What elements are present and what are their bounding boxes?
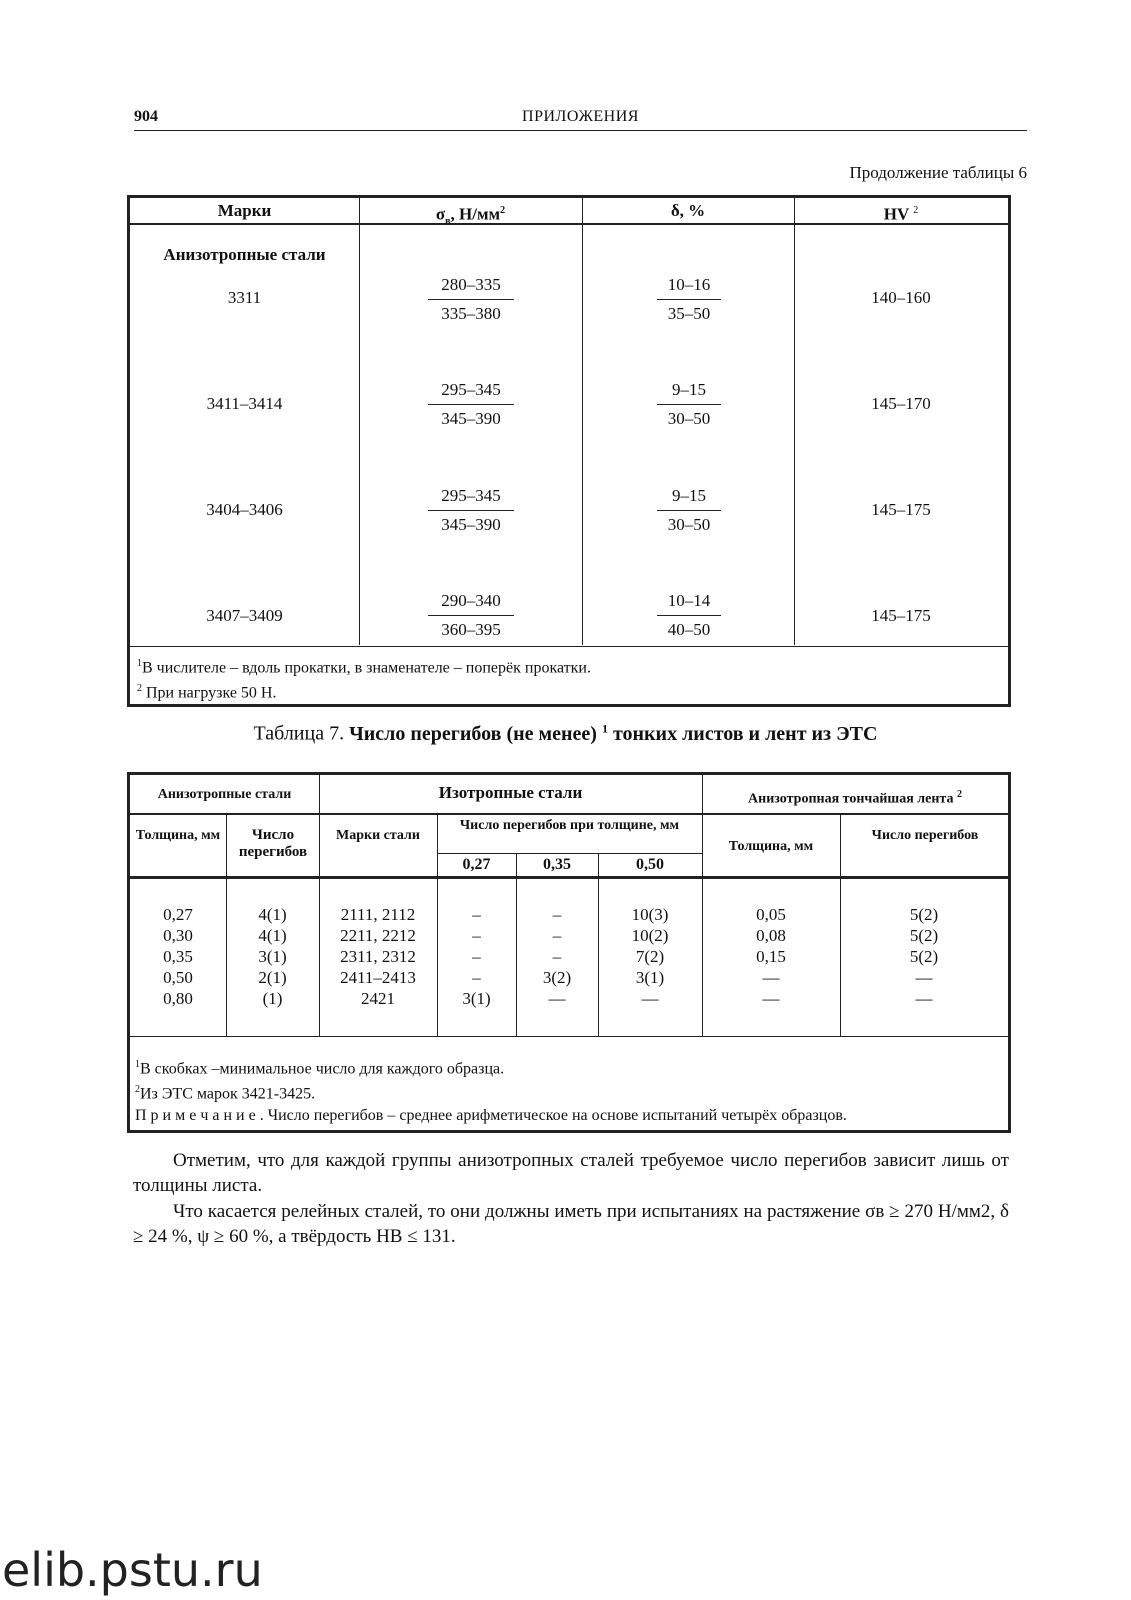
- col-iso-027: – – – – 3(1): [462, 905, 491, 1008]
- body-paragraph-1: Отметим, что для каждой группы анизотропных сталей требуемое число перегибов зависит лишь от толщины листа.: [133, 1150, 1009, 1196]
- delta-fraction: $\frac{9-15}{30-50}$: [657, 379, 721, 430]
- header-t027: 0,27: [462, 856, 491, 873]
- table7-rule: [130, 876, 1008, 879]
- table6: [127, 195, 1011, 707]
- grade-cell: 3411–3414: [206, 394, 283, 413]
- table7-rule: [130, 1036, 1008, 1037]
- col-iso-050: 10(3) 10(2) 7(2) 3(1) —: [631, 905, 669, 1008]
- col-header-hv: HV $^2$: [883, 204, 919, 224]
- sigma-fraction: $\frac{295-345}{345-390}$: [428, 485, 514, 536]
- body-paragraph-2: Что касается релейных сталей, то они должны иметь при испытаниях на растяжение σв ≥ 270 Н/мм2, δ ≥ 24 %, ψ ≥ 60 %, а твёрдость НВ ≤ 131.: [133, 1201, 1009, 1247]
- col-iso-035: – – – 3(2) —: [542, 905, 572, 1008]
- hv-cell: 145–175: [871, 500, 931, 519]
- col-iso-grades: 2111, 2112 2211, 2212 2311, 2312 2411–2413 2421: [340, 905, 416, 1008]
- page-header: [134, 106, 1027, 131]
- col-header-sigma: $\sigma_в$, $Н/мм^2$: [435, 204, 506, 228]
- watermark: elib.pstu.ru: [2, 1543, 263, 1597]
- footnote-1: $^1$В числителе – вдоль прокатки, в знаменателе – поперёк прокатки.: [137, 658, 591, 677]
- grade-cell: 3404–3406: [206, 500, 283, 519]
- header-thickness: Толщина, мм: [135, 828, 221, 843]
- table6-footnotes: [130, 646, 1008, 704]
- table6-divider: [794, 198, 795, 645]
- hv-cell: 145–170: [871, 394, 931, 413]
- grade-cell: 3407–3409: [206, 606, 283, 625]
- page-number: 904: [134, 108, 158, 125]
- footnote-2: $^2$ При нагрузке 50 Н.: [137, 683, 277, 702]
- header-t050: 0,50: [636, 856, 664, 873]
- delta-fraction: $\frac{10-14}{40-50}$: [657, 590, 721, 641]
- running-title: ПРИЛОЖЕНИЯ: [522, 108, 639, 125]
- col-tape-bends: 5(2) 5(2) 5(2) — —: [909, 905, 939, 1008]
- header-anisotropic: Анизотропные стали: [157, 787, 292, 802]
- header-isotropic: Изотропные стали: [438, 783, 583, 802]
- table7-footnotes: [130, 1046, 1008, 1130]
- hv-cell: 145–175: [871, 606, 931, 625]
- table7: [127, 772, 1011, 1133]
- col-header-grade: Марки: [217, 201, 272, 220]
- header-tape-bends: Число перегибов: [871, 828, 979, 843]
- table7-caption: Таблица 7. Число перегибов (не менее) $^1$ тонких листов и лент из ЭТС: [253, 721, 878, 745]
- col-an-bends: 4(1) 4(1) 3(1) 2(1) (1): [258, 905, 287, 1008]
- header-grades: Марки стали: [336, 828, 420, 843]
- table6-continuation: Продолжение таблицы 6: [849, 163, 1027, 182]
- table7-rule: [437, 853, 702, 854]
- table6-divider: [582, 198, 583, 645]
- table6-divider: [359, 198, 360, 645]
- table7-rule: [130, 813, 1008, 815]
- delta-fraction: $\frac{10-16}{35-50}$: [657, 274, 721, 325]
- footnote-1: $^1$В скобках –минимальное число для каждого образца.: [135, 1059, 505, 1078]
- header-tape-thickness: Толщина, мм: [728, 839, 814, 854]
- header-bends-at-thickness: Число перегибов при толщине, мм: [459, 818, 680, 833]
- header-t035: 0,35: [543, 856, 571, 873]
- hv-cell: 140–160: [871, 288, 931, 307]
- header-thin-tape: Анизотропная тончайшая лента $^2$: [748, 789, 962, 807]
- sigma-fraction: $\frac{290-340}{360-395}$: [428, 590, 514, 641]
- sigma-fraction: $\frac{280-335}{335-380}$: [428, 274, 514, 325]
- col-an-thickness: 0,27 0,30 0,35 0,50 0,80: [163, 905, 193, 1008]
- delta-fraction: $\frac{9-15}{30-50}$: [657, 485, 721, 536]
- col-header-delta: δ, %: [670, 201, 706, 220]
- col-tape-thickness: 0,05 0,08 0,15 — —: [756, 905, 786, 1008]
- grade-cell: 3311: [227, 288, 262, 307]
- sigma-fraction: $\frac{295-345}{345-390}$: [428, 379, 514, 430]
- table7-note: П р и м е ч а н и е . Число перегибов – среднее арифметическое на основе испытаний четырёх образцов.: [135, 1106, 847, 1124]
- header-bends: Число перегибов: [238, 827, 308, 860]
- group-label: Анизотропные стали: [163, 245, 326, 264]
- footnote-2: $^2$Из ЭТС марок 3421-3425.: [135, 1084, 316, 1103]
